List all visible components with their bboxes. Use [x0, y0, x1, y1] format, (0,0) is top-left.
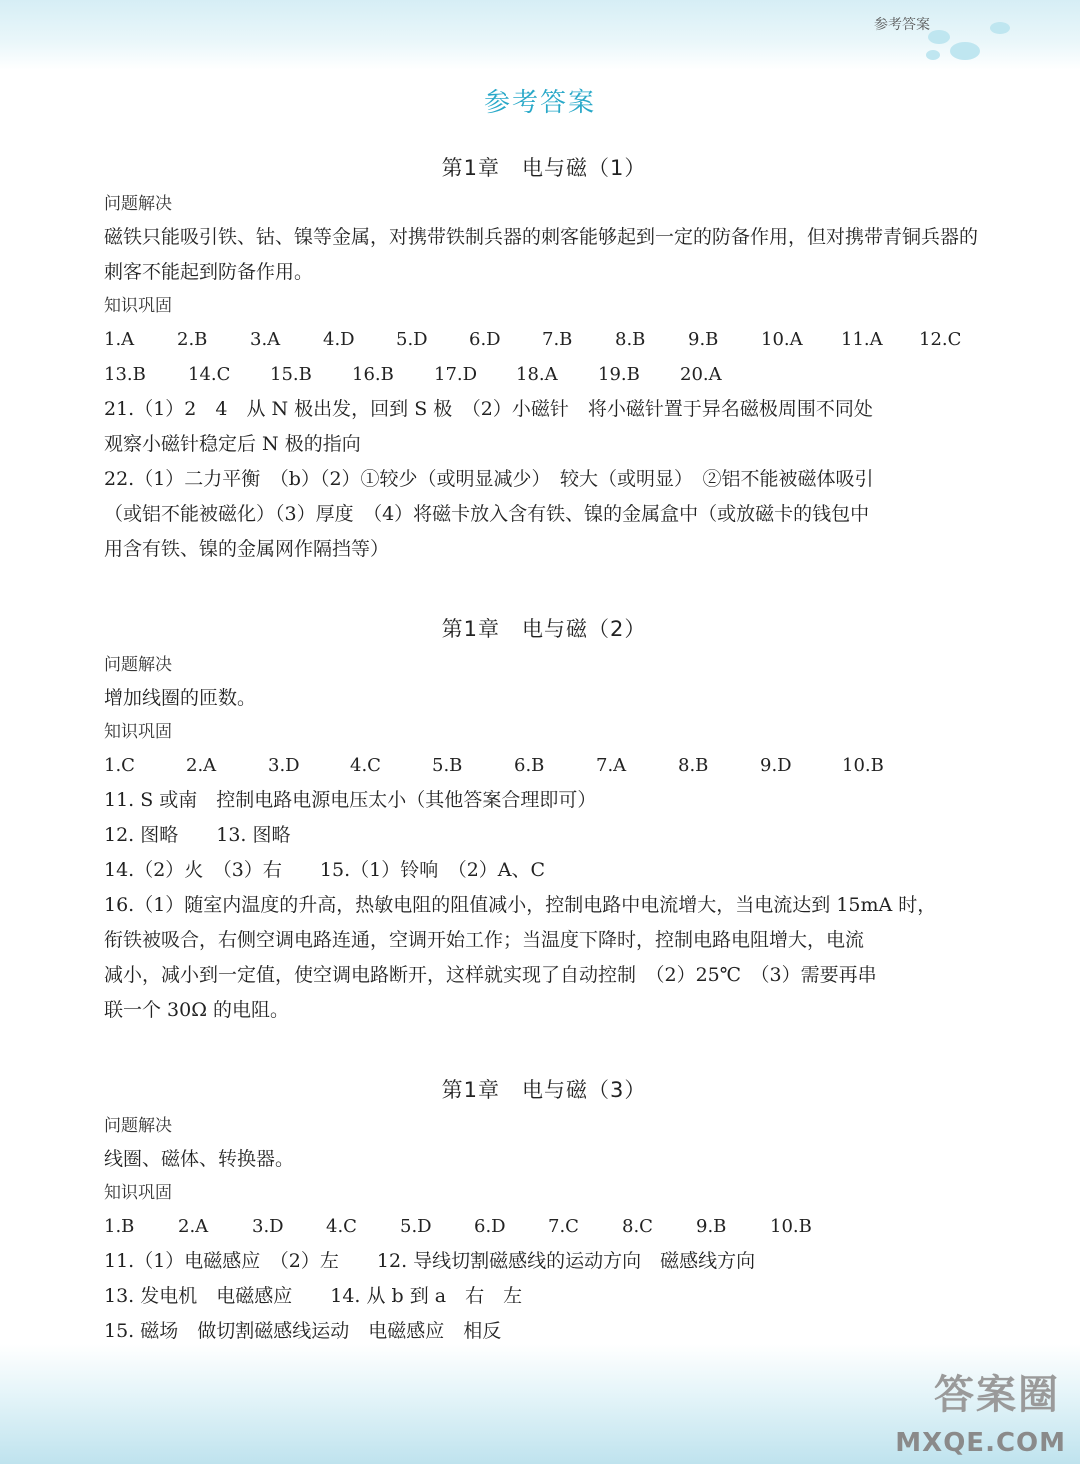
answer-line: 15. 磁场 做切割磁感线运动 电磁感应 相反	[104, 1320, 502, 1342]
answer-line: 联一个 30Ω 的电阻。	[104, 999, 290, 1021]
section-title: 第1章 电与磁（1）	[441, 156, 647, 180]
page-title: 参考答案	[483, 88, 596, 118]
mc-answer: 6.D	[469, 329, 501, 350]
top-decorative-band	[0, 0, 1080, 70]
mc-answer: 2.A	[178, 1216, 209, 1237]
decorative-bubble	[950, 42, 980, 60]
answer-line: 13. 发电机 电磁感应 14. 从 b 到 a 右 左	[104, 1285, 523, 1307]
answer-line: 减小，减小到一定值，使空调电路断开，这样就实现了自动控制 （2）25℃ （3）需要再串	[104, 964, 877, 986]
mc-answer: 2.B	[177, 329, 208, 350]
mc-answer-row	[104, 748, 984, 783]
mc-answer-row	[104, 1209, 984, 1244]
answer-line: 用含有铁、镍的金属网作隔挡等）	[104, 538, 390, 560]
mc-answer: 7.A	[596, 755, 627, 776]
mc-answer-row	[104, 322, 984, 357]
mc-answer: 3.A	[250, 329, 281, 350]
mc-answer: 18.A	[516, 364, 558, 385]
section-3	[104, 1072, 984, 1349]
mc-answer: 8.B	[615, 329, 646, 350]
section-title: 第1章 电与磁（3）	[441, 1078, 647, 1102]
answer-line: 11. S 或南 控制电路电源电压太小（其他答案合理即可）	[104, 789, 597, 811]
section-2	[104, 611, 984, 1028]
header-label: 参考答案	[874, 17, 930, 33]
mc-answer: 9.B	[688, 329, 719, 350]
knowledge-label: 知识巩固	[104, 1183, 172, 1203]
mc-answer: 16.B	[352, 364, 394, 385]
mc-answer: 20.A	[680, 364, 722, 385]
mc-answer: 7.B	[542, 329, 573, 350]
mc-answer: 5.D	[396, 329, 428, 350]
mc-answer: 10.B	[770, 1216, 812, 1237]
mc-answer: 7.C	[548, 1216, 579, 1237]
answer-line: 22.（1）二力平衡 （b）（2）①较少（或明显减少） 较大（或明显） ②铝不能被磁体吸引	[104, 468, 874, 490]
mc-answer: 13.B	[104, 364, 146, 385]
mc-answer: 1.B	[104, 1216, 135, 1237]
answer-line: 观察小磁针稳定后 N 极的指向	[104, 433, 361, 455]
mc-answer: 19.B	[598, 364, 640, 385]
answer-line: 12. 图略 13. 图略	[104, 824, 291, 846]
mc-answer: 8.C	[622, 1216, 653, 1237]
answer-line: 21.（1）2 4 从 N 极出发，回到 S 极 （2）小磁针 将小磁针置于异名磁极周围不同处	[104, 398, 873, 420]
mc-answer: 6.D	[474, 1216, 506, 1237]
mc-answer: 6.B	[514, 755, 545, 776]
answer-line: 衔铁被吸合，右侧空调电路连通，空调开始工作；当温度下降时，控制电路电阻增大，电流	[104, 929, 865, 951]
mc-answer: 14.C	[188, 364, 231, 385]
mc-answer: 11.A	[841, 329, 883, 350]
problem-label: 问题解决	[104, 1116, 172, 1136]
mc-answer: 5.B	[432, 755, 463, 776]
mc-answer: 4.C	[350, 755, 381, 776]
decorative-bubble	[928, 30, 950, 44]
section-title: 第1章 电与磁（2）	[441, 617, 647, 641]
problem-text: 增加线圈的匝数。	[104, 687, 257, 709]
mc-answer: 3.D	[268, 755, 300, 776]
mc-answer: 10.A	[761, 329, 803, 350]
answer-line: 14.（2）火 （3）右 15.（1）铃响 （2）A、C	[104, 859, 546, 881]
mc-answer: 8.B	[678, 755, 709, 776]
knowledge-label: 知识巩固	[104, 296, 172, 316]
mc-answer: 2.A	[186, 755, 217, 776]
mc-answer: 17.D	[434, 364, 478, 385]
knowledge-label: 知识巩固	[104, 722, 172, 742]
mc-answer: 1.A	[104, 329, 135, 350]
problem-label: 问题解决	[104, 194, 172, 214]
answer-line: 16.（1）随室内温度的升高，热敏电阻的阻值减小，控制电路中电流增大，当电流达到 15mA 时，	[104, 894, 937, 916]
watermark-site-text: MXQE.COM	[895, 1428, 1066, 1458]
mc-answer: 9.B	[696, 1216, 727, 1237]
mc-answer: 4.D	[323, 329, 355, 350]
mc-answer: 15.B	[270, 364, 312, 385]
mc-answer: 4.C	[326, 1216, 357, 1237]
mc-answer: 9.D	[760, 755, 792, 776]
mc-answer-row	[104, 357, 984, 392]
section-gap	[104, 567, 984, 611]
decorative-bubble	[990, 22, 1010, 34]
watermark-logo-text: 答案圈	[934, 1372, 1060, 1418]
problem-label: 问题解决	[104, 655, 172, 675]
answer-content	[104, 150, 984, 1349]
mc-answer: 5.D	[400, 1216, 432, 1237]
mc-answer: 12.C	[919, 329, 962, 350]
mc-answer: 10.B	[842, 755, 884, 776]
section-1	[104, 150, 984, 567]
decorative-bubble	[926, 50, 940, 60]
mc-answer: 3.D	[252, 1216, 284, 1237]
problem-text: 线圈、磁体、转换器。	[104, 1148, 295, 1170]
mc-answer: 1.C	[104, 755, 135, 776]
problem-text: 磁铁只能吸引铁、钴、镍等金属，对携带铁制兵器的刺客能够起到一定的防备作用，但对携带青铜兵器的刺客不能起到防备作用。	[104, 226, 979, 283]
answer-line: 11.（1）电磁感应 （2）左 12. 导线切割磁感线的运动方向 磁感线方向	[104, 1250, 756, 1272]
section-gap	[104, 1028, 984, 1072]
answer-line: （或铝不能被磁化）（3）厚度 （4）将磁卡放入含有铁、镍的金属盒中（或放磁卡的钱包中	[104, 503, 870, 525]
